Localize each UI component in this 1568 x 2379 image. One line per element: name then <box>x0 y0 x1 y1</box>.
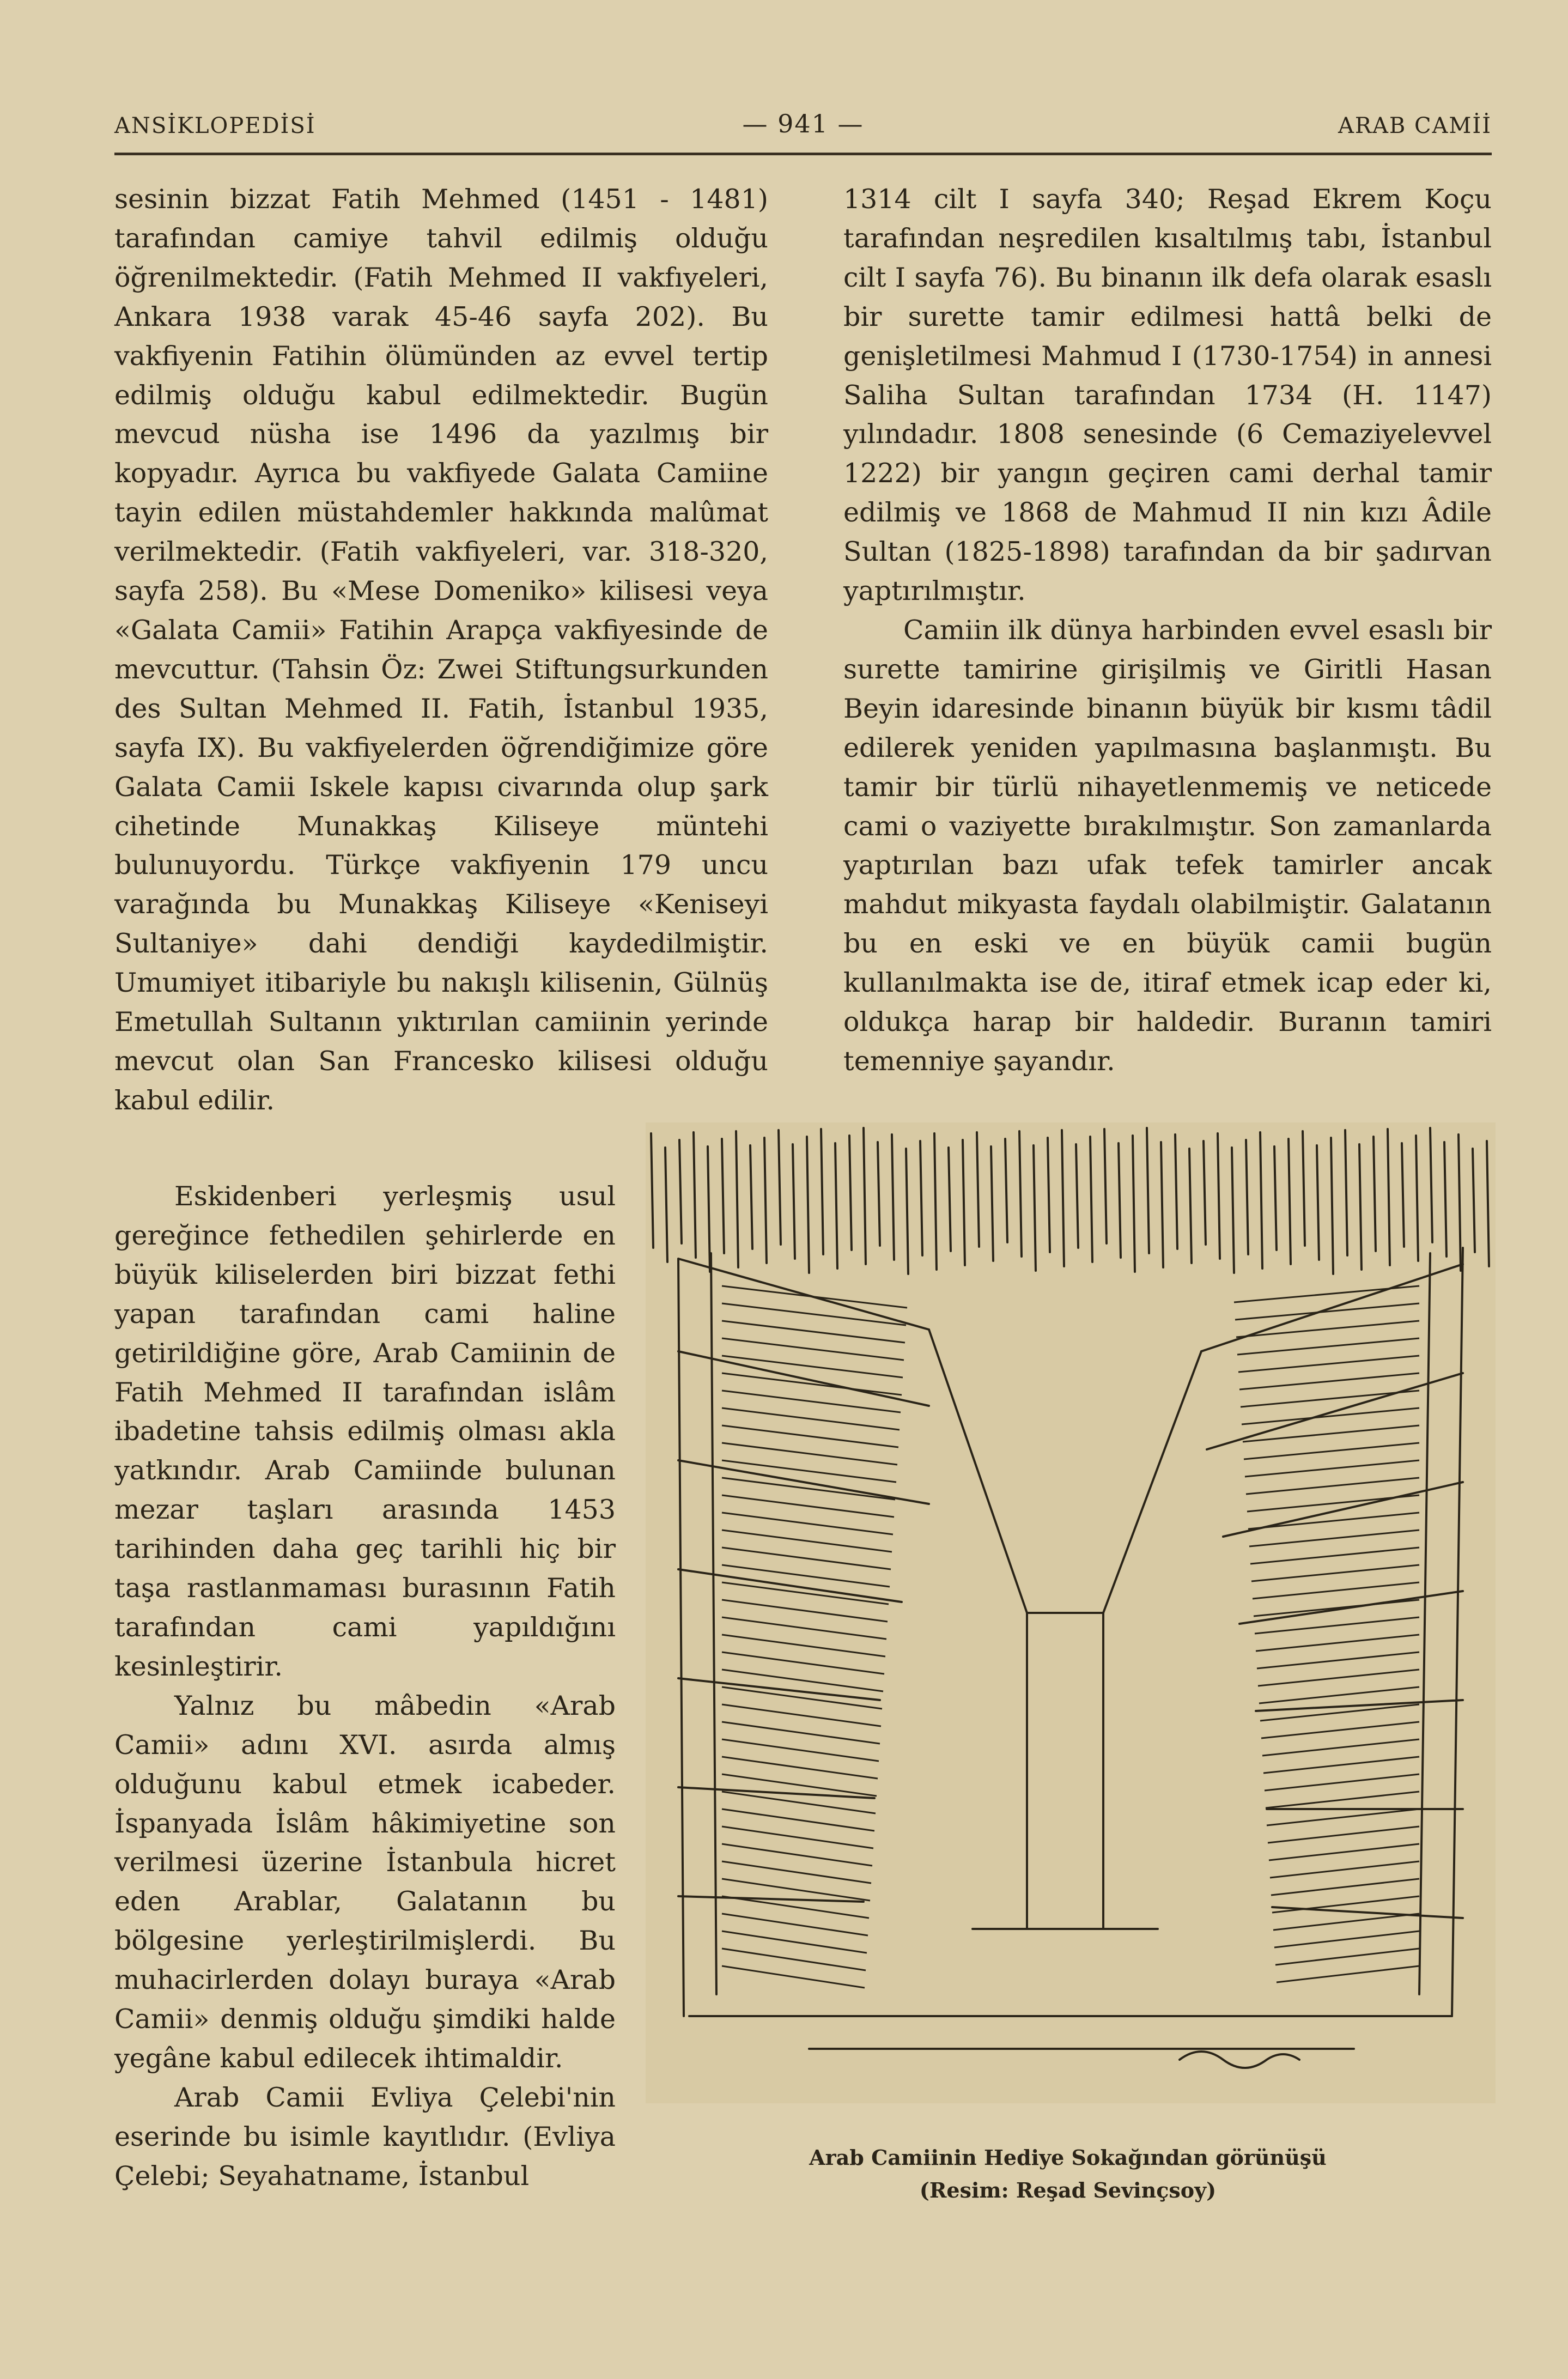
hatch-line <box>1246 1140 1248 1254</box>
hatch-line <box>1256 1635 1419 1651</box>
header-right: ARAB CAMİİ <box>1338 113 1492 138</box>
hatch-line <box>1104 1129 1107 1243</box>
hatch-line <box>722 1460 896 1482</box>
hatch-line <box>722 1617 886 1639</box>
hatch-line <box>1204 1141 1206 1245</box>
hatch-line <box>1416 1136 1418 1261</box>
hatch-line <box>1266 1792 1419 1808</box>
paragraph: sesinin bizzat Fatih Mehmed (1451 - 1481) tarafından camiye tahvil edilmiş olduğu öğrenilmektedir. (Fatih Mehmed II vakfıyeleri, Ankara 1938 varak 45-46 sayfa 202). Bu vakfiyenin Fatihin ölümünden az evvel tertip edilmiş olduğu kabul edilmektedir. Bugün mevcud nüsha ise 1496 da yazılmış bir kopyadır. Ayrıca bu vakfiyede Galata Camiine tayin edilen müstahdemler hakkında malûmat verilmektedir. (Fatih vakfiyeleri, var. 318-320, sayfa 258). Bu «Mese Domeniko» kilisesi veya «Galata Camii» Fatihin Arapça vakfiyesinde de mevcuttur. (Tahsin Öz: Zwei Stiftungsurkunden des Sultan Mehmed II. Fatih, İstanbul 1935, sayfa IX). Bu vakfiyelerden öğrendiğimize göre Galata Camii Iskele kapısı civarında olup şark cihetinde Munakkaş Kiliseye müntehi bulunuyordu. Türkçe vakfiyenin 179 uncu varağında bu Munakkaş Kiliseye «Keniseyi Sultaniye» dahi dendiği kaydedilmiştir. Umumiyet itibariyle bu nakışlı kilisenin, Gülnüş Emetullah Sultanın yıktırılan camiinin yerinde mevcut olan San Francesko kilisesi olduğu kabul edilir. <box>114 184 768 1116</box>
hatch-line <box>1272 1896 1419 1913</box>
hatch-line <box>864 1128 866 1264</box>
right-column <box>843 180 1492 1081</box>
hatch-line <box>722 1704 881 1726</box>
hatch-line <box>1259 1687 1419 1703</box>
paragraph: 1314 cilt I sayfa 340; Reşad Ekrem Koçu tarafından neşredilen kısaltılmış tabı, İstanbul cilt I sayfa 76). Bu binanın ilk defa olarak esaslı bir surette tamir edilmesi hattâ belki de genişletilmesi Mahmud I (1730-1754) in annesi Saliha Sultan tarafından 1734 (H. 1147) yılındadır. 1808 senesinde (6 Cemaziyelevvel 1222) bir yangın geçiren cami derhal tamir edilmiş ve 1868 de Mahmud II nin kızı Âdile Sultan (1825-1898) tarafından da bir şadırvan yaptırılmıştır. <box>843 184 1492 607</box>
hatch-line <box>722 1739 879 1761</box>
hatch-line <box>1245 1460 1419 1477</box>
hatch-line <box>722 1443 897 1465</box>
hatch-line <box>1048 1138 1050 1252</box>
hatch-line <box>1271 1879 1419 1895</box>
hatch-line <box>1269 1844 1419 1860</box>
hatch-line <box>1331 1138 1333 1274</box>
hatch-line <box>722 1826 873 1848</box>
hatch-line <box>1254 1600 1419 1616</box>
hatch-line <box>722 1931 867 1953</box>
hatch-line <box>1062 1130 1064 1266</box>
hatch-line <box>977 1132 979 1247</box>
hatch-line <box>722 1949 866 1970</box>
hatch-line <box>1359 1144 1362 1270</box>
hatch-line <box>1373 1137 1376 1251</box>
hatch-line <box>736 1131 738 1267</box>
hatch-line <box>1232 1148 1234 1273</box>
hatch-line <box>722 1513 893 1534</box>
hatch-line <box>1247 1495 1419 1512</box>
hatch-line <box>722 1425 898 1447</box>
hatch-line <box>1273 1914 1419 1930</box>
hatch-line <box>722 1565 890 1587</box>
hatch-line <box>1147 1128 1149 1253</box>
hatch-line <box>1005 1139 1007 1242</box>
hatch-line <box>849 1136 852 1250</box>
hatch-line <box>1473 1149 1475 1252</box>
hatch-line <box>878 1142 880 1246</box>
hatch-line <box>906 1149 908 1274</box>
hatch-line <box>1262 1739 1419 1756</box>
hatch-line <box>1175 1134 1177 1249</box>
hatch-line <box>1255 1617 1419 1634</box>
hatch-line <box>1444 1142 1447 1257</box>
hatch-line <box>722 1861 871 1883</box>
hatch-line <box>722 1582 889 1604</box>
hatch-line <box>1133 1136 1135 1272</box>
hatch-line <box>1243 1425 1419 1442</box>
paragraph: Camiin ilk dünya harbinden evvel esaslı bir surette tamirine girişilmiş ve Giritli Hasan Beyin idaresinde binanın büyük bir kısmı tâdil edilerek yeniden yapılmasına başlanmıştı. Bu tamir bir türlü nihayetlenmemiş ve neticede cami o vaziyette bırakılmıştır. Son zamanlarda yaptırılan bazı ufak tefek tamirler ancak mahdut mikyasta faydalı olabilmiştir. Galatanın bu en eski ve en büyük camii bugün kullanılmakta ise de, itiraf etmek icap eder ki, oldukça harap bir haldedir. Buranın tamiri temenniye şayandır. <box>843 614 1492 1077</box>
caption-credit: (Resim: Reşad Sevinçsoy) <box>919 2178 1217 2202</box>
hatch-line <box>722 1774 877 1796</box>
hatch-line <box>722 1809 874 1831</box>
hatch-line <box>1189 1149 1192 1263</box>
hatch-line <box>679 1140 682 1243</box>
left-column-top <box>114 180 768 1120</box>
hatch-line <box>1402 1143 1404 1247</box>
hatch-line <box>1239 1373 1419 1389</box>
figure-caption <box>763 2141 1373 2207</box>
hatch-line <box>963 1140 965 1265</box>
hatch-line <box>1265 1774 1419 1791</box>
hatch-line <box>722 1600 888 1622</box>
hatch-line <box>1236 1321 1419 1337</box>
hatch-line <box>920 1141 922 1255</box>
page-header <box>114 109 1492 147</box>
hatch-line <box>1246 1478 1419 1494</box>
hatch-line <box>722 1139 724 1253</box>
hatch-line <box>821 1129 823 1254</box>
hatch-line <box>1458 1134 1461 1271</box>
hatch-line <box>1289 1139 1291 1264</box>
hatch-line <box>1161 1142 1163 1267</box>
hatch-line <box>1034 1145 1036 1271</box>
hatch-line <box>793 1144 795 1259</box>
hatch-line <box>1388 1129 1390 1265</box>
hatch-line <box>1218 1133 1220 1259</box>
paragraph: Yalnız bu mâbedin «Arab Camii» adını XVI. asırda almış olduğunu kabul etmek icabeder. İspanyada İslâm hâkimiyetine son verilmesi üzerine İstanbula hicret eden Arablar, Galatanın bu bölgesine yerleştirilmişlerdi. Bu muhacirlerden dolayı buraya «Arab Camii» denmiş olduğu şimdiki halde yegâne kabul edilecek ihtimaldir. <box>114 1690 616 2074</box>
hatch-line <box>1235 1303 1419 1320</box>
hatch-line <box>722 1966 865 1988</box>
hatch-line <box>722 1373 902 1395</box>
hatch-line <box>1267 1809 1419 1825</box>
header-left: ANSİKLOPEDİSİ <box>114 113 316 138</box>
hatch-line <box>1119 1143 1121 1258</box>
hatch-line <box>1250 1547 1419 1564</box>
hatch-line <box>722 1286 907 1308</box>
hatch-line <box>750 1145 752 1249</box>
hatch-line <box>934 1133 937 1270</box>
hatch-line <box>722 1338 904 1360</box>
hatch-line <box>1253 1582 1419 1599</box>
hatch-line <box>1260 1132 1262 1269</box>
hatch-line <box>764 1138 767 1263</box>
hatch-line <box>722 1844 872 1866</box>
hatch-line <box>1274 1931 1419 1947</box>
hatch-line <box>991 1146 993 1261</box>
hatch-line <box>1261 1722 1419 1738</box>
hatch-line <box>722 1408 900 1430</box>
hatch-line <box>1248 1513 1419 1529</box>
hatch-line <box>722 1722 880 1744</box>
hatch-line <box>1268 1826 1419 1843</box>
hatch-line <box>1019 1131 1022 1257</box>
hatch-line <box>708 1146 710 1272</box>
hatch-line <box>722 1670 883 1691</box>
hatch-line <box>651 1133 653 1248</box>
hatch-line <box>1263 1757 1419 1773</box>
hatch-line <box>1317 1145 1319 1260</box>
caption-title: Arab Camiinin Hediye Sokağından görünüşü <box>809 2145 1327 2170</box>
hatch-line <box>722 1547 891 1569</box>
hatch-line <box>722 1635 885 1656</box>
hatch-line <box>807 1137 809 1273</box>
left-column-bottom <box>114 1177 616 2196</box>
hatch-line <box>722 1914 868 1935</box>
hatch-line <box>722 1757 878 1779</box>
hatch-line <box>1234 1286 1419 1302</box>
hatch-line <box>1430 1128 1432 1242</box>
paragraph: Arab Camii Evliya Çelebi'nin eserinde bu isimle kayıtlıdır. (Evliya Çelebi; Seyahatname, İstanbul <box>114 2081 616 2192</box>
hatch-line <box>1270 1861 1419 1878</box>
hatch-line <box>1090 1137 1092 1262</box>
hatch-line <box>1242 1408 1419 1424</box>
hatch-line <box>722 1478 895 1500</box>
street-sketch-illustration <box>646 1122 1496 2103</box>
hatch-line <box>722 1530 892 1552</box>
hatch-line <box>1237 1338 1419 1355</box>
hatch-line <box>1249 1530 1419 1546</box>
hatch-line <box>892 1134 894 1260</box>
sketch-drawing <box>646 1122 1496 2103</box>
hatch-line <box>1303 1131 1305 1246</box>
page-number: — 941 — <box>742 109 864 138</box>
hatch-line <box>1277 1966 1419 1982</box>
hatch-line <box>722 1495 894 1517</box>
hatch-line <box>1257 1652 1419 1668</box>
hatch-line <box>1241 1391 1419 1407</box>
hatch-line <box>1274 1146 1277 1250</box>
hatch-line <box>665 1148 667 1262</box>
paragraph: Eskidenberi yerleşmiş usul gereğince fethedilen şehirlerde en büyük kiliselerden biri bizzat fethi yapan tarafından cami haline getirildiğine göre, Arab Camiinin de Fatih Mehmed II tarafından islâm ibadetine tahsis edilmiş olması akla yatkındır. Arab Camiinde bulunan mezar taşları arasında 1453 tarihinden daha geç tarihli hiç bir taşa rastlanmaması burasının Fatih tarafından cami yapıldığını kesinleştirir. <box>114 1181 616 1682</box>
hatch-line <box>1345 1130 1347 1255</box>
hatch-line <box>694 1132 696 1258</box>
hatch-line <box>1258 1670 1419 1686</box>
hatch-line <box>722 1652 884 1674</box>
hatch-line <box>1244 1443 1419 1459</box>
hatch-line <box>1251 1565 1419 1581</box>
header-rule <box>114 153 1492 155</box>
hatch-line <box>1275 1949 1419 1965</box>
hatch-line <box>722 1321 905 1343</box>
hatch-line <box>949 1148 951 1251</box>
hatch-line <box>779 1130 781 1245</box>
hatch-line <box>1487 1141 1489 1266</box>
hatch-line <box>1238 1356 1419 1372</box>
hatch-line <box>1076 1144 1078 1248</box>
hatch-line <box>835 1143 837 1269</box>
